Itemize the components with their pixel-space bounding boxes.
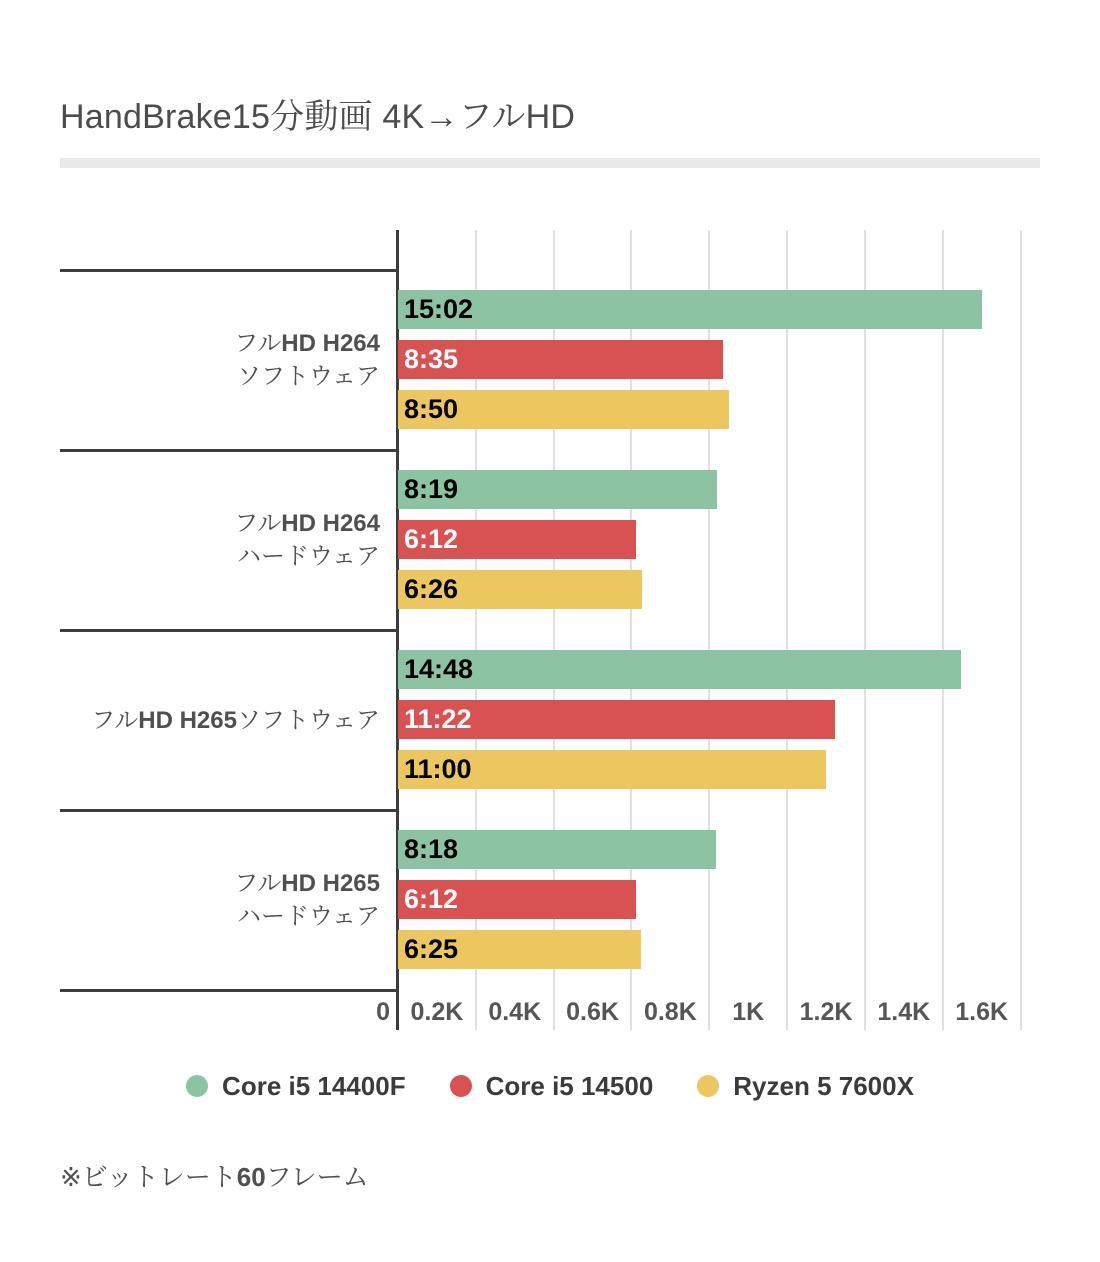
- bar-core-i5-14400f: [398, 470, 717, 509]
- bar-ryzen-5-7600x: [398, 750, 826, 789]
- x-gridline: [864, 230, 866, 1030]
- legend-item-core-i5-14500: [450, 1071, 654, 1102]
- bar-value-label: 11:22: [404, 704, 472, 734]
- legend-item-core-i5-14400f: [186, 1071, 406, 1102]
- category-label: フルHD H264 ソフトウェア: [234, 330, 380, 390]
- x-tick-label: 1.6K: [955, 998, 1009, 1026]
- bar-core-i5-14400f: [398, 650, 961, 689]
- legend-color-dot: [450, 1075, 472, 1097]
- x-gridline: [942, 230, 944, 1030]
- x-tick-label: 0.4K: [488, 998, 542, 1026]
- bar-value-label: 8:35: [404, 344, 459, 374]
- bar-value-label: 8:50: [404, 394, 459, 424]
- bar-value-label: 11:00: [404, 754, 472, 784]
- chart-title: HandBrake15分動画 4K→フルHD: [60, 98, 576, 136]
- legend-color-dot: [186, 1075, 208, 1097]
- bar-value-label: 6:12: [404, 524, 459, 554]
- x-tick-label: 1.4K: [877, 998, 931, 1026]
- legend-label: Ryzen 5 7600X: [733, 1070, 914, 1101]
- bar-ryzen-5-7600x: [398, 930, 641, 969]
- x-gridline: [1020, 230, 1022, 1030]
- x-tick-label: 0.2K: [410, 998, 464, 1026]
- bar-value-label: 8:19: [404, 474, 459, 504]
- bar-core-i5-14500: [398, 520, 636, 559]
- bar-core-i5-14400f: [398, 830, 716, 869]
- bar-ryzen-5-7600x: [398, 390, 729, 429]
- legend-item-ryzen-5-7600x: [697, 1071, 914, 1102]
- x-tick-label: 1K: [732, 998, 765, 1026]
- bar-value-label: 6:12: [404, 884, 459, 914]
- chart-legend: [0, 1062, 1100, 1110]
- chart-footnote: ※ビットレート60フレーム: [60, 1162, 369, 1192]
- bar-core-i5-14400f: [398, 290, 982, 329]
- category-label: フルHD H265 ハードウェア: [234, 870, 380, 930]
- bar-core-i5-14500: [398, 340, 723, 379]
- category-label: フルHD H265ソフトウェア: [91, 706, 380, 734]
- x-tick-label: 0.6K: [566, 998, 619, 1026]
- bar-core-i5-14500: [398, 700, 835, 739]
- bar-ryzen-5-7600x: [398, 570, 642, 609]
- legend-label: Core i5 14500: [485, 1070, 654, 1101]
- x-tick-label: 0.8K: [643, 998, 697, 1026]
- bar-value-label: 6:25: [404, 934, 459, 964]
- legend-label: Core i5 14400F: [222, 1070, 406, 1101]
- bar-value-label: 14:48: [404, 654, 474, 684]
- x-tick-label: 1.2K: [799, 998, 853, 1026]
- bar-value-label: 8:18: [404, 834, 459, 864]
- x-gridline: [786, 230, 788, 1030]
- category-label: フルHD H264 ハードウェア: [234, 510, 380, 570]
- x-tick-label: 0: [376, 998, 390, 1026]
- bar-value-label: 15:02: [404, 294, 474, 324]
- bar-value-label: 6:26: [404, 574, 459, 604]
- legend-color-dot: [697, 1075, 719, 1097]
- bar-core-i5-14500: [398, 880, 636, 919]
